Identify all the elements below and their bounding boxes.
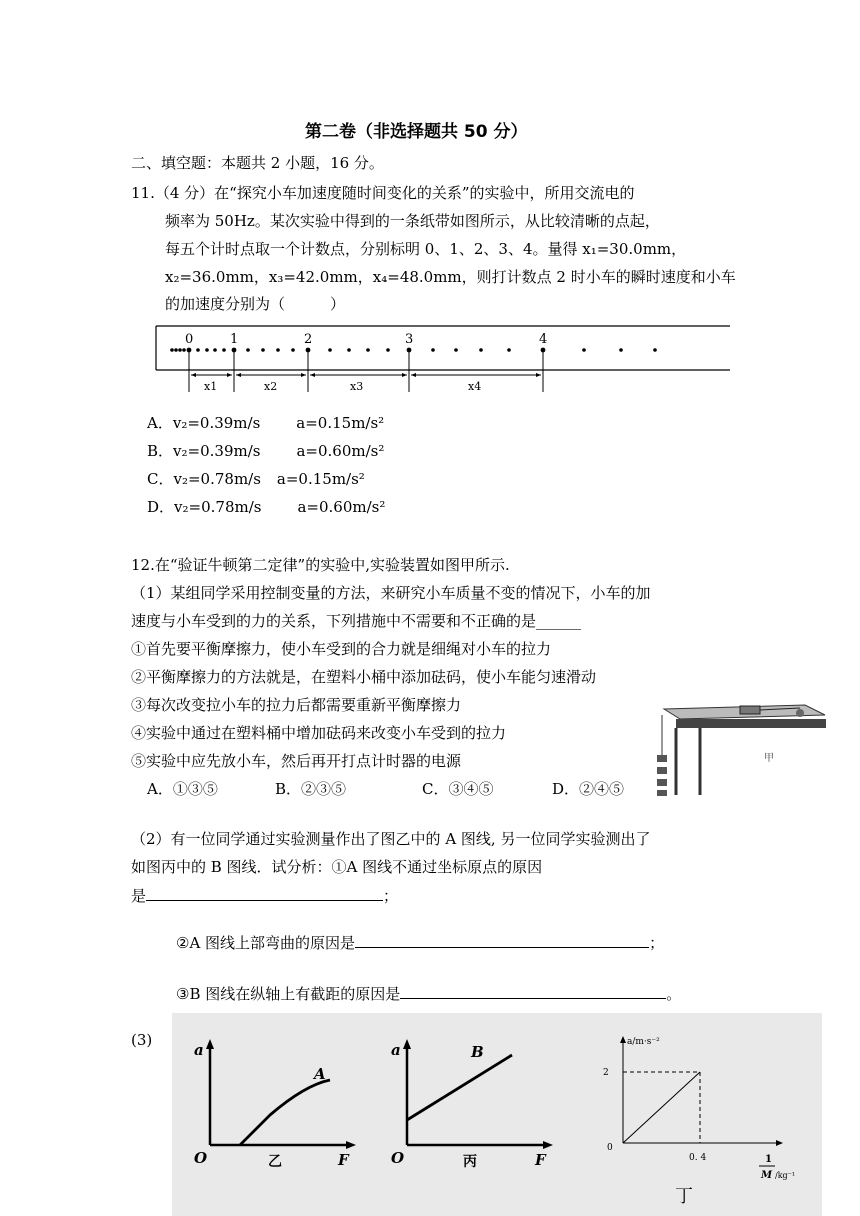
answer-blank-2[interactable] [355, 932, 649, 948]
q11-line-3: 每五个计时点取一个计数点，分别标明 0、1、2、3、4。量得 x₁=30.0mm， [165, 240, 687, 258]
q11-line-1: 11.（4 分）在“探究小车加速度随时间变化的关系”的实验中，所用交流电的 [131, 184, 635, 202]
bing-line-B [407, 1055, 512, 1120]
graph-bing [387, 1035, 562, 1170]
yi-y-label: a [194, 1041, 204, 1059]
q12-part2-line2: 如图丙中的 B 图线．试分析：①A 图线不通过坐标原点的原因 [131, 858, 543, 876]
q11-option-d: D．v₂=0.78m/s a=0.60m/s² [147, 498, 386, 516]
ding-x-label-num: 1 [765, 1154, 772, 1165]
q12-item-4: ④实验中通过在塑料桶中增加砝码来改变小车受到的拉力 [131, 724, 507, 742]
yi-curve-A [240, 1080, 330, 1145]
tape-segment-x3: x3 [350, 380, 364, 393]
graph-ding [595, 1030, 805, 1216]
yi-x-label: F [338, 1151, 349, 1169]
ding-caption: 丁 [675, 1186, 693, 1207]
q11-option-a: A．v₂=0.39m/s a=0.15m/s² [147, 414, 385, 432]
yi-curve-label: A [314, 1065, 326, 1083]
ding-data-line [623, 1072, 700, 1143]
ding-x-label-den: M [761, 1170, 773, 1181]
paper-title: 第二卷（非选择题共 50 分） [305, 122, 528, 142]
q12-choice-b: B．②③⑤ [275, 780, 347, 798]
bing-origin: O [391, 1149, 405, 1167]
q12-item-5: ⑤实验中应先放小车，然后再开打点计时器的电源 [131, 752, 462, 770]
yi-origin: O [194, 1149, 208, 1167]
q11-option-b: B．v₂=0.39m/s a=0.60m/s² [147, 442, 385, 460]
answer-blank-3[interactable] [400, 983, 666, 999]
q12-part3-label: (3) [131, 1031, 153, 1049]
tape-segment-x1: x1 [204, 380, 218, 393]
apparatus-label: 甲 [764, 753, 774, 764]
q12-item-3: ③每次改变拉小车的拉力后都需要重新平衡摩擦力 [131, 696, 462, 714]
q12-part1-line2: 速度与小车受到的力的关系，下列措施中不需要和不正确的是______ [131, 612, 582, 630]
q12-part2-line1: （2）有一位同学通过实验测量作出了图乙中的 A 图线, 另一位同学实验测出了 [131, 830, 651, 848]
section-heading: 二、填空题：本题共 2 小题，16 分。 [131, 154, 384, 172]
ding-origin: 0 [607, 1143, 613, 1153]
q11-line-4: x₂=36.0mm，x₃=42.0mm，x₄=48.0mm，则打计数点 2 时小车的瞬时速度和小车 [165, 268, 736, 286]
q11-line-5: 的加速度分别为（ ） [165, 295, 346, 313]
bing-y-label: a [391, 1041, 401, 1059]
tape-point-0: 0 [185, 332, 194, 347]
q12-part2-q2: ②A 图线上部弯曲的原因是 ； [176, 934, 665, 952]
tape-segment-x2: x2 [264, 380, 278, 393]
apparatus-figure [640, 695, 835, 805]
q12-item-2: ②平衡摩擦力的方法就是，在塑料小桶中添加砝码，使小车能匀速滑动 [131, 668, 597, 686]
q12-part2-line3: 是 ； [131, 887, 399, 905]
ding-x-tick: 0. 4 [689, 1153, 707, 1163]
q11-line-2: 频率为 50Hz。某次实验中得到的一条纸带如图所示，从比较清晰的点起， [165, 212, 660, 230]
bing-curve-label: B [471, 1043, 484, 1061]
q12-item-1: ①首先要平衡摩擦力，使小车受到的合力就是细绳对小车的拉力 [131, 640, 552, 658]
paper-tape-figure [150, 322, 735, 400]
graph-yi [190, 1035, 365, 1170]
ding-y-label: a/m·s⁻² [627, 1037, 660, 1047]
tape-point-2: 2 [304, 332, 313, 347]
tape-point-4: 4 [539, 332, 548, 347]
ding-x-unit: /kg⁻¹ [775, 1171, 796, 1180]
q12-choice-a: A．①③⑤ [147, 780, 218, 798]
tape-point-3: 3 [405, 332, 414, 347]
yi-caption: 乙 [268, 1154, 282, 1170]
q12-stem: 12.在“验证牛顿第二定律”的实验中,实验装置如图甲所示. [131, 556, 510, 574]
q12-part1-line1: （1）某组同学采用控制变量的方法，来研究小车质量不变的情况下，小车的加 [131, 584, 651, 602]
bing-caption: 丙 [463, 1154, 477, 1170]
ding-y-tick: 2 [603, 1068, 609, 1078]
q12-choice-d: D．②④⑤ [552, 780, 625, 798]
q12-part2-q3: ③B 图线在纵轴上有截距的原因是 。 [176, 985, 682, 1003]
q12-choice-c: C．③④⑤ [422, 780, 494, 798]
tape-segment-x4: x4 [468, 380, 482, 393]
q11-option-c: C．v₂=0.78m/s a=0.15m/s² [147, 470, 365, 488]
bing-x-label: F [535, 1151, 546, 1169]
tape-point-1: 1 [230, 332, 239, 347]
answer-blank-1[interactable] [146, 885, 383, 901]
